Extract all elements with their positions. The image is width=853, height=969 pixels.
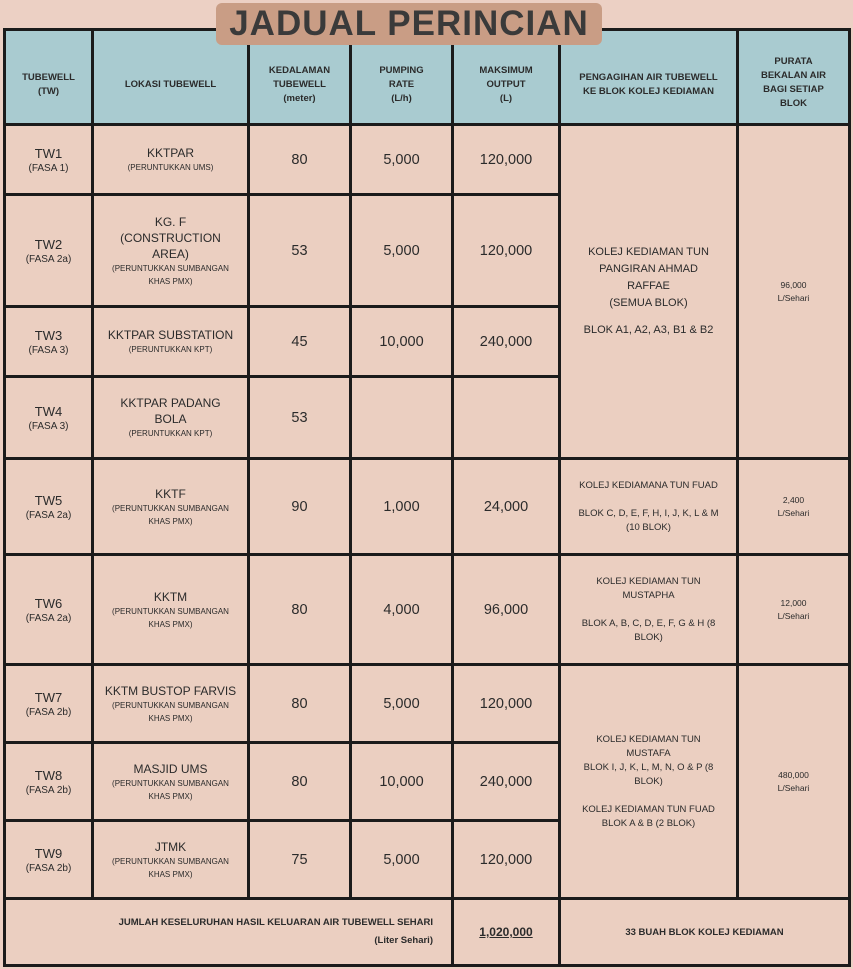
tubewell-id: TW2 [34,236,63,252]
assignment-line: PANGIRAN AHMAD [599,263,698,275]
location-note: (PERUNTUKKAN SUMBANGAN [112,263,229,273]
rate-cell: 4,000 [351,555,453,665]
location-note: (PERUNTUKKAN SUMBANGAN [112,503,229,513]
assignment-line: BLOK C, D, E, F, H, I, J, K, L & M [578,507,719,519]
depth-cell: 90 [249,459,351,555]
purata-unit: L/Sehari [777,782,810,793]
tubewell-fasa: (FASA 2a) [25,509,72,521]
location-name: BOLA [154,412,187,426]
purata-cell [738,665,850,899]
output-cell: 240,000 [453,743,560,821]
rate-cell: 5,000 [351,125,453,195]
tubewell-fasa: (FASA 3) [28,344,69,356]
assignment-line: KOLEJ KEDIAMANA TUN FUAD [579,479,718,491]
location-cell [93,307,249,377]
output-cell: 120,000 [453,125,560,195]
tubewell-cell [5,665,93,743]
depth-cell: 75 [249,821,351,899]
rate-cell: 10,000 [351,743,453,821]
header-pumping-line: PUMPING [379,65,424,76]
header-tubewell-line: TUBEWELL [22,72,75,83]
assignment-line: (10 BLOK) [626,521,671,533]
location-note: (PERUNTUKKAN SUMBANGAN [112,778,229,788]
purata-value: 12,000 [780,597,807,608]
location-name: KKTPAR [146,146,195,160]
tubewell-cell [5,307,93,377]
assignment-line: BLOK A, B, C, D, E, F, G & H (8 [581,617,716,629]
location-name: KKTPAR PADANG [120,396,221,410]
header-tubewell [5,30,93,125]
header-kedalaman-line: (meter) [283,93,316,104]
location-name: KKTM BUSTOP FARVIS [104,683,237,698]
rate-cell: 10,000 [351,307,453,377]
purata-cell [738,125,850,459]
header-purata-line: BAGI SETIAP [763,84,824,95]
rate-cell [351,377,453,459]
assignment-line: MUSTAFA [626,747,671,759]
header-pengagihan-line: KE BLOK KOLEJ KEDIAMAN [583,86,714,97]
header-purata [738,30,850,125]
purata-unit: L/Sehari [777,610,810,621]
purata-cell [738,555,850,665]
location-cell [93,125,249,195]
location-cell [93,459,249,555]
total-blok: 33 BUAH BLOK KOLEJ KEDIAMAN [560,899,850,966]
tubewell-id: TW1 [34,145,63,161]
assignment-line: MUSTAPHA [622,589,675,601]
depth-cell: 80 [249,125,351,195]
location-name: KKTM [153,589,188,604]
assignment-line: KOLEJ KEDIAMAN TUN [588,246,709,258]
header-purata-line: BEKALAN AIR [760,70,827,81]
header-kedalaman-line: KEDALAMAN [268,65,331,76]
page-title: JADUAL PERINCIAN [216,3,602,45]
location-name: AREA) [152,246,189,261]
depth-cell: 80 [249,743,351,821]
location-cell [93,821,249,899]
location-note: (PERUNTUKKAN SUMBANGAN [112,606,229,616]
location-name: MASJID UMS [133,761,208,776]
tubewell-cell [5,459,93,555]
total-value: 1,020,000 [453,899,560,966]
output-cell: 120,000 [453,665,560,743]
location-note: (PERUNTUKKAN KPT) [128,345,213,354]
location-name: KKTF [155,486,186,501]
location-cell [93,555,249,665]
assignment-line: (SEMUA BLOK) [609,297,688,309]
total-label-cell [5,899,453,966]
location-note: (PERUNTUKKAN UMS) [127,163,214,172]
total-row [5,899,850,966]
assignment-cell [560,125,738,459]
purata-value: 2,400 [782,494,805,505]
purata-value: 96,000 [780,279,807,290]
total-unit: (Liter Sehari) [374,935,433,946]
output-cell: 120,000 [453,195,560,307]
tubewell-cell [5,195,93,307]
assignment-line: BLOK) [634,775,663,787]
rate-cell: 5,000 [351,665,453,743]
tubewell-fasa: (FASA 2b) [25,706,72,718]
assignment-line: BLOK A1, A2, A3, B1 & B2 [583,324,714,336]
location-cell [93,743,249,821]
tubewell-id: TW8 [34,767,63,783]
assignment-line: BLOK) [634,631,663,643]
location-name: (CONSTRUCTION [120,230,221,245]
location-cell [93,377,249,459]
tubewell-cell [5,125,93,195]
location-note: KHAS PMX) [148,713,193,723]
assignment-line: RAFFAE [627,280,670,292]
location-name: KKTPAR SUBSTATION [107,328,234,342]
rate-cell: 5,000 [351,821,453,899]
output-cell: 96,000 [453,555,560,665]
detail-table [3,28,851,967]
location-note: (PERUNTUKKAN KPT) [128,429,213,438]
assignment-line: KOLEJ KEDIAMAN TUN [596,575,701,587]
tubewell-fasa: (FASA 2a) [25,253,72,265]
tubewell-id: TW9 [34,845,63,861]
location-note: KHAS PMX) [148,619,193,629]
tubewell-fasa: (FASA 2a) [25,612,72,624]
location-note: KHAS PMX) [148,869,193,879]
total-label: JUMLAH KESELURUHAN HASIL KELUARAN AIR TUBEWELL SEHARI [118,917,433,928]
purata-unit: L/Sehari [777,292,810,303]
assignment-cell [560,665,738,899]
assignment-line: BLOK I, J, K, L, M, N, O & P (8 [583,761,714,773]
header-tubewell-line: (TW) [37,86,60,97]
assignment-line: BLOK A & B (2 BLOK) [601,817,696,829]
depth-cell: 53 [249,377,351,459]
assignment-line: KOLEJ KEDIAMAN TUN FUAD [582,803,715,815]
tubewell-cell [5,377,93,459]
location-note: (PERUNTUKKAN SUMBANGAN [112,700,229,710]
tubewell-id: TW4 [34,403,63,419]
header-pumping-line: (L/h) [391,93,412,104]
tubewell-id: TW6 [34,595,63,611]
rate-cell: 1,000 [351,459,453,555]
header-lokasi-text: LOKASI TUBEWELL [124,79,217,90]
purata-cell [738,459,850,555]
assignment-line: KOLEJ KEDIAMAN TUN [596,733,701,745]
depth-cell: 80 [249,665,351,743]
tubewell-fasa: (FASA 2b) [25,784,72,796]
tubewell-id: TW3 [34,327,63,343]
tubewell-fasa: (FASA 3) [28,420,69,432]
table-row [5,125,850,195]
location-cell [93,195,249,307]
purata-value: 480,000 [778,769,809,780]
tubewell-id: TW5 [34,492,63,508]
header-kedalaman-line: TUBEWELL [273,79,326,90]
output-cell: 240,000 [453,307,560,377]
table-row [5,555,850,665]
purata-unit: L/Sehari [777,507,810,518]
assignment-cell [560,555,738,665]
header-pumping-line: RATE [388,79,415,90]
tubewell-fasa: (FASA 2b) [25,862,72,874]
location-note: KHAS PMX) [148,276,193,286]
output-cell [453,377,560,459]
header-pengagihan-line: PENGAGIHAN AIR TUBEWELL [579,72,718,83]
output-cell: 24,000 [453,459,560,555]
depth-cell: 53 [249,195,351,307]
header-maksimum-line: MAKSIMUM [479,65,533,76]
location-note: KHAS PMX) [148,516,193,526]
tubewell-id: TW7 [34,689,63,705]
assignment-cell [560,459,738,555]
header-purata-line: PURATA [774,56,813,67]
depth-cell: 80 [249,555,351,665]
rate-cell: 5,000 [351,195,453,307]
location-cell [93,665,249,743]
header-maksimum-line: (L) [499,93,513,104]
tubewell-cell [5,555,93,665]
output-cell: 120,000 [453,821,560,899]
depth-cell: 45 [249,307,351,377]
header-purata-line: BLOK [780,98,807,109]
table-row [5,459,850,555]
location-name: JTMK [154,839,187,854]
location-note: (PERUNTUKKAN SUMBANGAN [112,856,229,866]
location-note: KHAS PMX) [148,791,193,801]
tubewell-fasa: (FASA 1) [28,162,69,174]
location-name: KG. F [154,214,187,229]
header-maksimum-line: OUTPUT [486,79,526,90]
table-row [5,665,850,743]
tubewell-cell [5,821,93,899]
tubewell-cell [5,743,93,821]
